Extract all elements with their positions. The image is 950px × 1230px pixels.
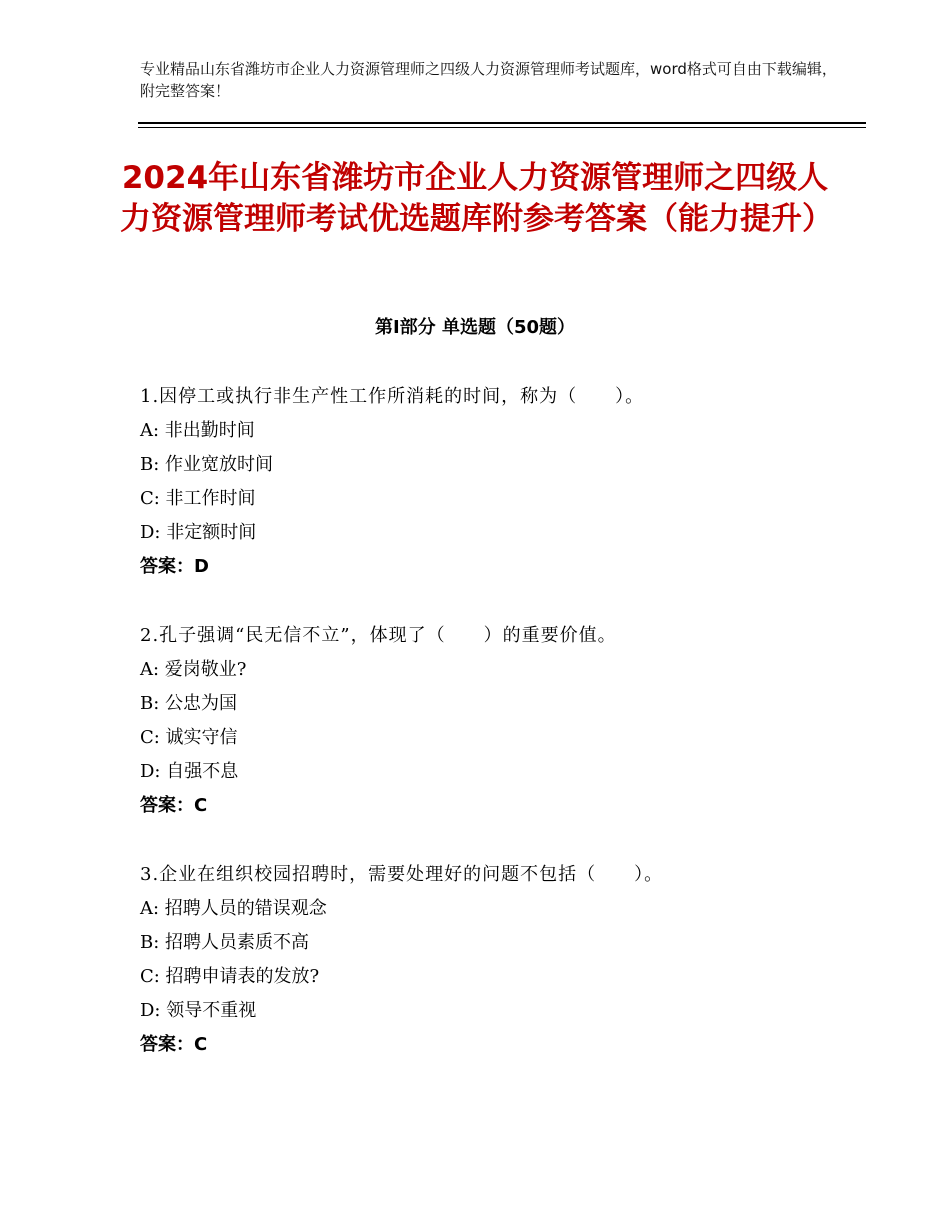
option-c: C: 诚实守信 bbox=[140, 727, 238, 748]
answer: 答案：C bbox=[140, 795, 208, 816]
option-c: C: 招聘申请表的发放? bbox=[140, 966, 320, 987]
option-d: D: 自强不息 bbox=[140, 761, 239, 782]
question-stem: 2.孔子强调“民无信不立”，体现了（ ）的重要价值。 bbox=[140, 625, 617, 646]
option-d: D: 领导不重视 bbox=[140, 1000, 257, 1021]
option-b: B: 招聘人员素质不高 bbox=[140, 932, 310, 953]
question-stem: 1.因停工或执行非生产性工作所消耗的时间，称为（ ）。 bbox=[140, 386, 645, 407]
answer: 答案：C bbox=[140, 1034, 208, 1055]
header-rule-thick bbox=[138, 122, 866, 124]
question-3 bbox=[140, 858, 860, 1062]
header-note: 专业精品山东省潍坊市企业人力资源管理师之四级人力资源管理师考试题库，word格式可自由下载编辑，附完整答案！ bbox=[140, 60, 837, 100]
option-a: A: 招聘人员的错误观念 bbox=[140, 898, 327, 919]
option-a: A: 非出勤时间 bbox=[140, 420, 255, 441]
question-1 bbox=[140, 380, 860, 584]
option-d: D: 非定额时间 bbox=[140, 522, 257, 543]
section-title: 第Ⅰ部分 单选题（50题） bbox=[374, 317, 575, 338]
option-b: B: 公忠为国 bbox=[140, 693, 238, 714]
header-rule-thin bbox=[138, 127, 866, 128]
answer: 答案：D bbox=[140, 556, 209, 577]
option-b: B: 作业宽放时间 bbox=[140, 454, 274, 475]
question-2 bbox=[140, 619, 860, 823]
option-a: A: 爱岗敬业? bbox=[140, 659, 247, 680]
option-c: C: 非工作时间 bbox=[140, 488, 256, 509]
document-title: 2024年山东省潍坊市企业人力资源管理师之四级人力资源管理师考试优选题库附参考答案（能力提升） bbox=[120, 160, 833, 237]
question-stem: 3.企业在组织校园招聘时，需要处理好的问题不包括（ ）。 bbox=[140, 864, 664, 885]
